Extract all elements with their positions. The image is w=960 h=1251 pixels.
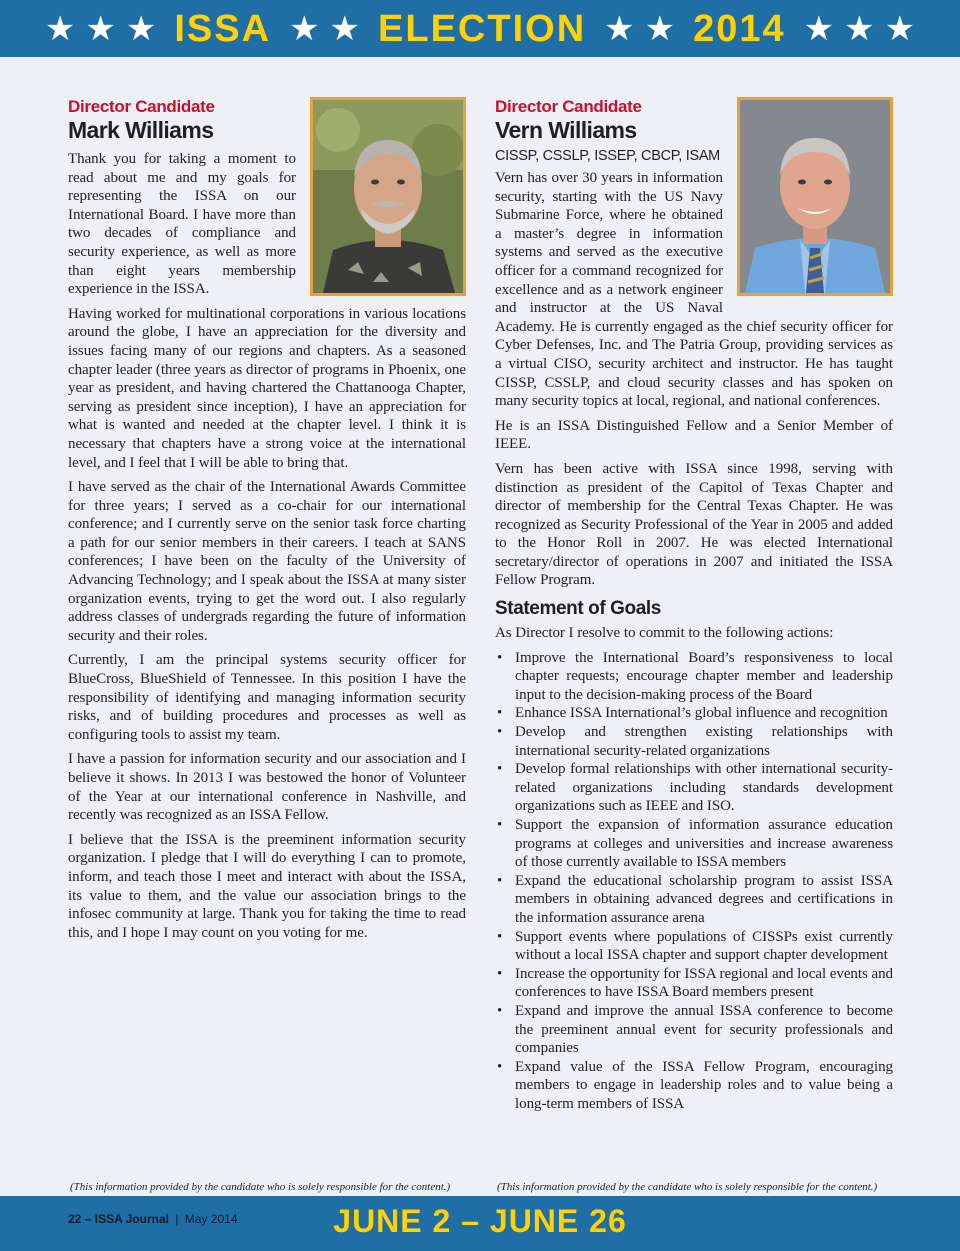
bio-paragraph: I have served as the chair of the International Awards Committee for three years; I served as a co-chair for our international conference; and I currently serve on the senior task force charting a path for our senior members in their careers. I teach at SANS conferences; I have been on the faculty of the University of Advancing Technology; and I speak about the ISSA at many sister organization events, trying to get the word out. I also regularly address classes of undergrads regarding the future of information security and their roles. xyxy=(68,479,466,644)
goal-item: • Support the expansion of information assurance education programs at colleges and universities and increase awareness of those currently available to ISSA members xyxy=(495,816,893,872)
goal-item: • Develop and strengthen existing relationships with international security-related organizations xyxy=(495,723,893,760)
bio-paragraph: Vern has over 30 years in information security, starting with the US Navy Submarine Force, where he obtained a master’s degree in information systems and served as the executive officer for a command recognized for excellence and as a network engineer and instructor at the US Naval Academy. He is currently engaged as the chief security officer for Cyber Defenses, Inc. and The Patria Group, providing services as a virtual CISO, security architect and instructor. He has taught CISSP, CSSLP, and cloud security classes and has spoken on many security topics at local, regional, and national conferences. xyxy=(495,170,893,410)
star-icon: ★ xyxy=(44,8,76,49)
candidate-name: Mark Williams xyxy=(68,117,214,143)
issue-date: May 2014 xyxy=(184,1212,238,1226)
star-icon: ★ xyxy=(803,8,835,49)
folio-separator: | xyxy=(175,1212,179,1226)
candidate-name: Vern Williams xyxy=(495,117,637,143)
goal-item: • Expand and improve the annual ISSA conference to become the preeminent annual event for security professionals and companies xyxy=(495,1002,893,1058)
bio-paragraph: Currently, I am the principal systems security officer for BlueCross, BlueShield of Tennessee. In this position I have the responsibility of identifying and managing information security risks, and of building procedures and processes as well as configuring tools to assist my team. xyxy=(68,652,466,743)
goal-item: • Expand the educational scholarship program to assist ISSA members in obtaining advanced degrees and certifications in the information assurance arena xyxy=(495,872,893,928)
top-banner xyxy=(0,0,960,57)
goal-item: • Increase the opportunity for ISSA regional and local events and conferences to have ISSA Board members present xyxy=(495,965,893,1002)
bio-paragraph: Vern has been active with ISSA since 1998, serving with distinction as president of the Capitol of Texas Chapter and director of membership for the Central Texas Chapter. He was recognized as Security Professional of the Year in 2005 and added to the Honor Roll in 2007. He was elected International secretary/director of operations in 2007 and initiated the ISSA Fellow Program. xyxy=(495,460,893,589)
disclaimer-left: (This information provided by the candidate who is solely responsible for the content.) xyxy=(70,1181,451,1193)
goal-item: • Support events where populations of CISSPs exist currently without a local ISSA chapter and support chapter development xyxy=(495,928,893,965)
goals-intro: As Director I resolve to commit to the following actions: xyxy=(495,625,834,642)
star-icon: ★ xyxy=(329,8,361,49)
goals-list xyxy=(495,649,893,1114)
goal-item: • Expand value of the ISSA Fellow Program, encouraging members to engage in leadership roles and to value being a long-term members of ISSA xyxy=(495,1058,893,1114)
star-icon: ★ xyxy=(125,8,157,49)
candidate-photo-vern-williams xyxy=(737,97,893,296)
page-number: 22 xyxy=(68,1212,82,1226)
star-icon: ★ xyxy=(85,8,116,49)
bio-paragraph: Thank you for taking a moment to read about me and my goals for representing the ISSA on our International Board. I have more than two decades of compliance and security experience, as well as more than eight years membership experience in the ISSA. xyxy=(68,151,296,298)
banner-word-issa: ISSA xyxy=(174,7,272,50)
star-icon: ★ xyxy=(844,8,875,49)
folio-dash: – xyxy=(84,1212,92,1226)
goal-item: • Improve the International Board’s responsiveness to local chapter requests; encourage chapter member and leadership input to the decision-making process of the Board xyxy=(495,649,893,705)
candidate-column-mark-williams xyxy=(68,96,466,942)
star-icon: ★ xyxy=(884,8,916,49)
disclaimer-right: (This information provided by the candidate who is solely responsible for the content.) xyxy=(497,1181,878,1193)
candidate-credentials: CISSP, CSSLP, ISSEP, CBCP, ISAM xyxy=(495,148,720,164)
goal-item: • Enhance ISSA International’s global influence and recognition xyxy=(495,704,893,723)
bio-paragraph: I believe that the ISSA is the preeminent information security organization. I pledge that I will do everything I can to promote, inform, and teach those I meet and interact with about the ISSA, its value to them, and the value our association brings to the infosec community at large. Thank you for taking the time to read this, and I hope I may count on you voting for me. xyxy=(68,831,466,941)
banner-word-election: ELECTION xyxy=(378,7,587,50)
candidate-role: Director Candidate xyxy=(495,97,642,116)
goal-item: • Develop formal relationships with other international security-related organizations including standards development organizations such as IEEE and ISO. xyxy=(495,760,893,816)
star-icon: ★ xyxy=(644,8,676,49)
candidate-role: Director Candidate xyxy=(68,97,215,116)
election-dates: JUNE 2 – JUNE 26 xyxy=(333,1203,627,1239)
bio-paragraph: Having worked for multinational corporations in various locations around the globe, I have an appreciation for the diversity and issues facing many of our regions and chapters. As a seasoned chapter leader (three years as director of programs in Phoenix, one year as president, and having chartered the Chattanooga Chapter, serving as president since inception), I have an appreciation for what is wanted and needed at the chapter level. I think it is necessary that chapters have a strong voice at the international level, and I feel that I will be able to bring that. xyxy=(68,305,466,471)
star-icon: ★ xyxy=(289,8,320,49)
banner-word-year: 2014 xyxy=(693,7,786,50)
bio-paragraph: He is an ISSA Distinguished Fellow and a Senior Member of IEEE. xyxy=(495,417,893,453)
goals-heading: Statement of Goals xyxy=(495,598,661,620)
portrait-photo-icon xyxy=(740,100,890,293)
journal-name: ISSA Journal xyxy=(94,1212,169,1226)
portrait-photo-icon xyxy=(313,100,463,293)
bio-paragraph: I have a passion for information security and our association and I believe it shows. In 2013 I was bestowed the honor of Volunteer of the Year at our international conference in Nashville, and recently was recognized as an ISSA Fellow. xyxy=(68,751,466,824)
star-icon: ★ xyxy=(604,8,635,49)
candidate-column-vern-williams xyxy=(495,96,893,1114)
candidate-photo-mark-williams xyxy=(310,97,466,296)
